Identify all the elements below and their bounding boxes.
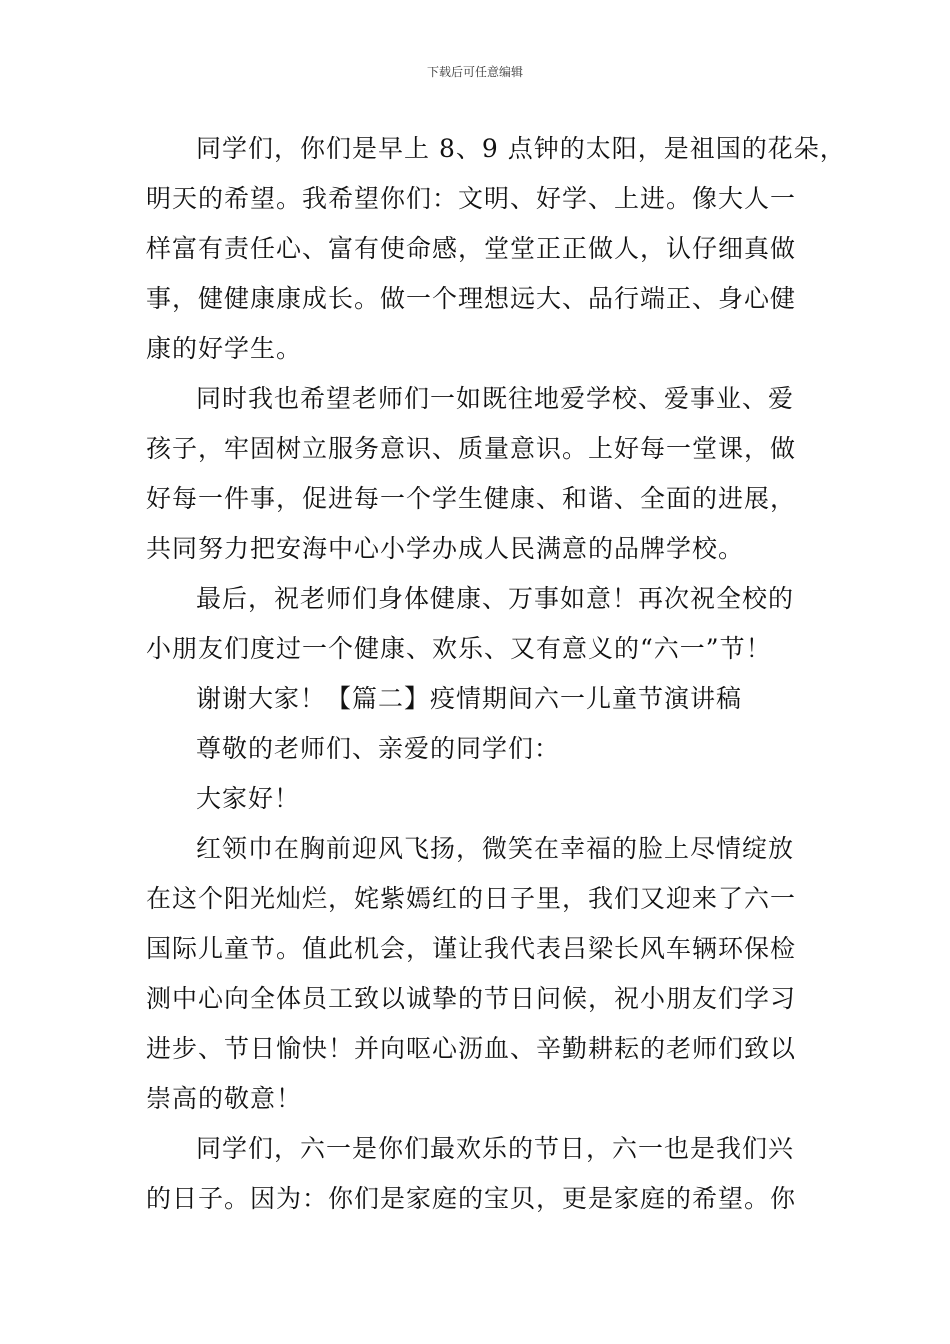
text-line: 大家好！: [196, 784, 301, 813]
text-line: 孩子，牢固树立服务意识、质量意识。上好每一堂课，做: [146, 434, 797, 463]
text-line: 红领巾在胸前迎风飞扬，微笑在幸福的脸上尽情绽放: [196, 834, 795, 863]
text-line: 谢谢大家！【篇二】疫情期间六一儿童节演讲稿: [196, 684, 743, 713]
page-header-note: 下载后可任意编辑: [426, 65, 523, 79]
text-line: 在这个阳光灿烂，姹紫嫣红的日子里，我们又迎来了六一: [146, 884, 797, 913]
text-line: 共同努力把安海中心小学办成人民满意的品牌学校。: [146, 534, 745, 563]
text-line: 小朋友们度过一个健康、欢乐、又有意义的“六一”节！: [146, 634, 772, 663]
text-line: 国际儿童节。值此机会，谨让我代表吕梁长风车辆环保检: [146, 934, 797, 963]
text-line: 同学们，六一是你们最欢乐的节日，六一也是我们兴: [196, 1134, 795, 1163]
text-line: 样富有责任心、富有使命感，堂堂正正做人，认仔细真做: [146, 234, 797, 263]
text-line: 崇高的敬意！: [146, 1084, 303, 1113]
text-line: 的日子。因为：你们是家庭的宝贝，更是家庭的希望。你: [146, 1184, 797, 1213]
text-line: 进步、节日愉快！并向呕心沥血、辛勤耕耘的老师们致以: [146, 1034, 797, 1063]
text-line: 尊敬的老师们、亲爱的同学们：: [196, 734, 561, 763]
text-line: 测中心向全体员工致以诚挚的节日问候，祝小朋友们学习: [146, 984, 797, 1013]
text-line: 同学们，你们是早上 8、9 点钟的太阳，是祖国的花朵，: [196, 134, 846, 163]
text-line: 事，健健康康成长。做一个理想远大、品行端正、身心健: [146, 284, 797, 313]
text-line: 康的好学生。: [146, 334, 303, 363]
text-line: 同时我也希望老师们一如既往地爱学校、爱事业、爱: [196, 384, 795, 413]
text-line: 好每一件事，促进每一个学生健康、和谐、全面的进展，: [146, 484, 797, 513]
text-line: 最后，祝老师们身体健康、万事如意！再次祝全校的: [196, 584, 795, 613]
text-line: 明天的希望。我希望你们：文明、好学、上进。像大人一: [146, 184, 797, 213]
